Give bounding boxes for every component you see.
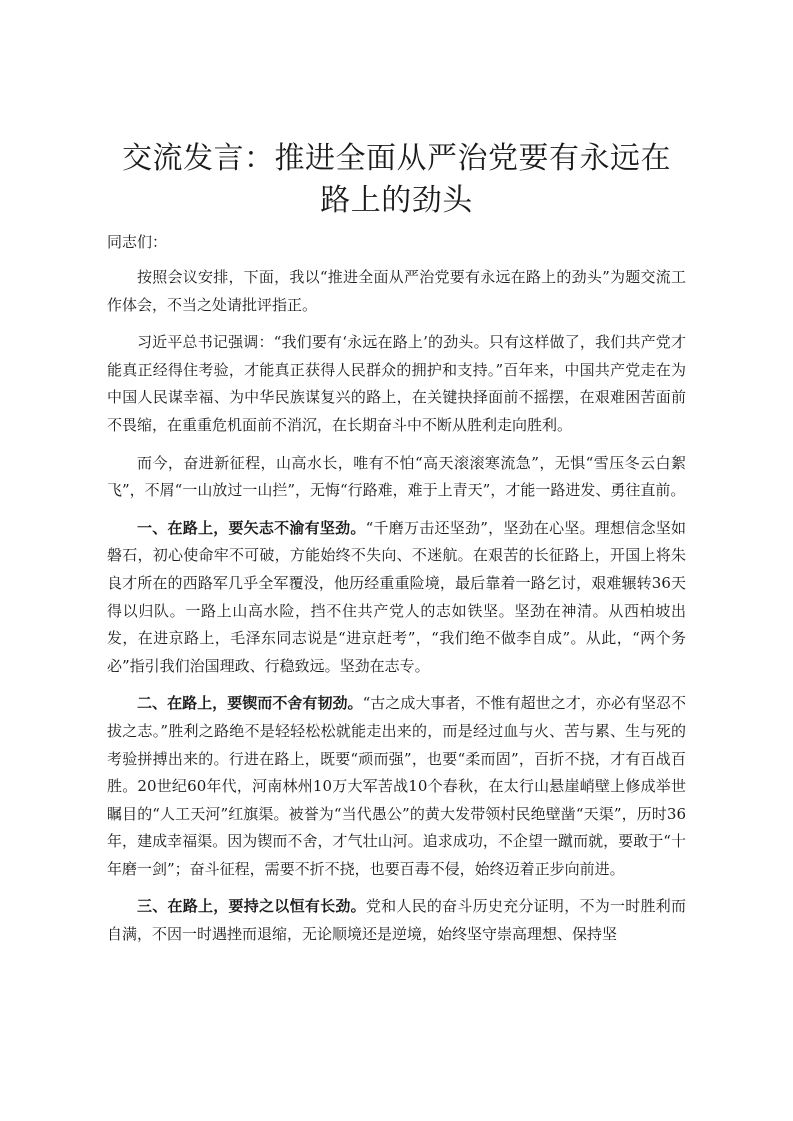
section-3-paragraph xyxy=(107,893,686,948)
section-1-heading: 一、在路上，要矢志不渝有坚劲。 xyxy=(137,518,366,537)
paragraph-text: “古之成大事者，不惟有超世之才，亦必有坚忍不拔之志。”胜利之路绝不是轻轻松松就能走出来的，而是经过血与火、苦与累、生与死的考验拼搏出来的。行进在路上，既要“顽而强”，也要“柔而固”，百折不挠，才有百战百胜。20世纪60年代，河南林州10万大军苦战10个春秋，在太行山悬崖峭壁上修成举世瞩目的“人工天河”红旗渠。被誉为“当代愚公”的黄大发带领村民绝壁凿“天渠”，历时36年，建成幸福渠。因为锲而不舍，才气壮山河。追求成功，不企望一蹴而就，要敢于“十年磨一剑”；奋斗征程，需要不折不挠，也要百毒不侵，始终迈着正步向前进。 xyxy=(107,694,686,878)
section-2-heading: 二、在路上，要锲而不舍有韧劲。 xyxy=(137,694,363,713)
greeting: 同志们： xyxy=(107,233,168,251)
section-2-paragraph xyxy=(107,690,686,883)
section-1-paragraph xyxy=(107,515,686,681)
paragraph-text: 党和人民的奋斗历史充分证明，不为一时胜利而自满，不因一时遇挫而退缩，无论顺境还是逆境，始终坚守崇高理想、保持坚 xyxy=(107,897,686,944)
paragraph-1 xyxy=(107,264,686,319)
paragraph-text: “千磨万击还坚劲”，坚劲在心坚。理想信念坚如磐石，初心使命牢不可破，方能始终不失向、不迷航。在艰苦的长征路上，开国上将朱良才所在的西路军几乎全军覆没，他历经重重险境，最后靠着一路乞讨，艰难辗转36天得以归队。一路上山高水险，挡不住共产党人的志如铁坚。坚劲在神清。从西柏坡出发，在进京路上，毛泽东同志说是“进京赶考”，“我们绝不做李自成”。从此，“两个务必”指引我们治国理政、行稳致远。坚劲在志专。 xyxy=(107,518,686,675)
document-title: 交流发言：推进全面从严治党要有永远在路上的劲头 xyxy=(122,141,671,218)
paragraph-text: 按照会议安排，下面，我以“推进全面从严治党要有永远在路上的劲头”为题交流工作体会，不当之处请批评指正。 xyxy=(107,268,686,314)
paragraph-3 xyxy=(107,450,686,505)
paragraph-text: 习近平总书记强调：“我们要有‘永远在路上’的劲头。只有这样做了，我们共产党才能真正经得住考验，才能真正获得人民群众的拥护和支持。”百年来，中国共产党走在为中国人民谋幸福、为中华民族谋复兴的路上，在关键抉择面前不摇摆，在艰难困苦面前不畏缩，在重重危机面前不消沉，在长期奋斗中不断从胜利走向胜利。 xyxy=(107,333,686,434)
section-3-heading: 三、在路上，要持之以恒有长劲。 xyxy=(137,897,366,916)
paragraph-2 xyxy=(107,329,686,439)
paragraph-text: 而今，奋进新征程，山高水长，唯有不怕“高天滚滚寒流急”，无惧“雪压冬云白絮飞”，不屑“一山放过一山拦”，无悔“行路难，难于上青天”，才能一路进发、勇往直前。 xyxy=(107,453,686,500)
